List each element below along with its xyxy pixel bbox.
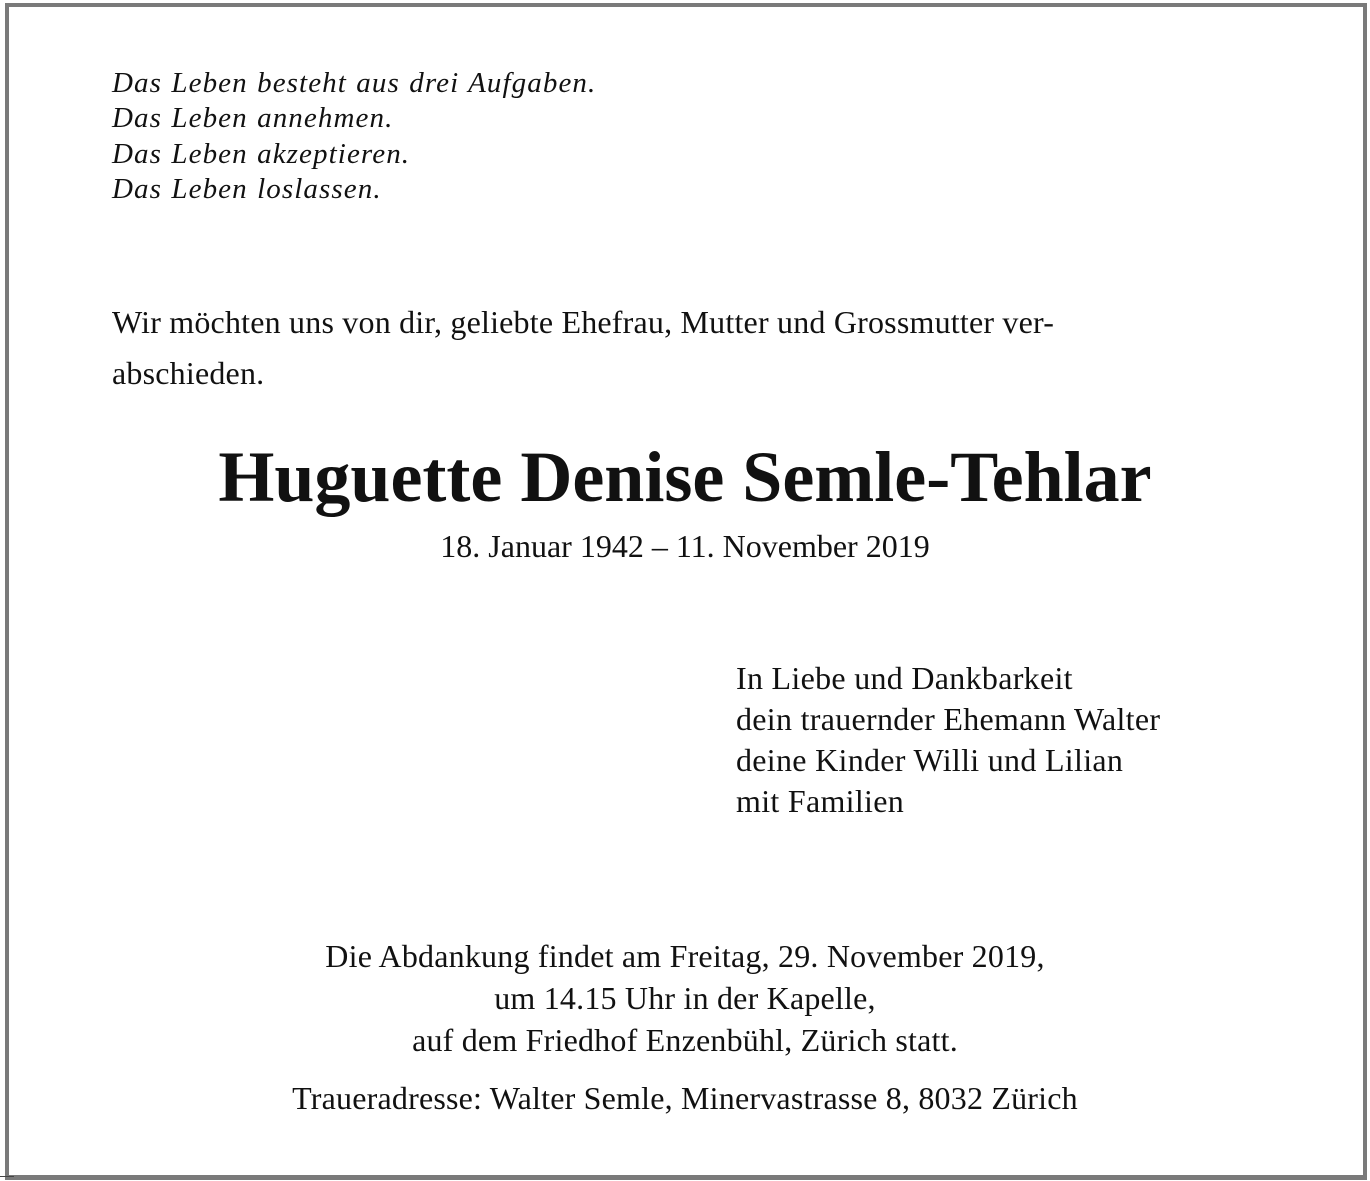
intro-line: Wir möchten uns von dir, geliebte Ehefrau, Mutter und Grossmutter ver- <box>112 304 1055 340</box>
motto-line: Das Leben annehmen. <box>112 102 394 135</box>
signoff-line: mit Familien <box>736 783 905 819</box>
motto-line: Das Leben akzeptieren. <box>112 137 411 170</box>
farewell-intro <box>112 297 1272 399</box>
life-dates: 18. Januar 1942 – 11. November 2019 <box>440 528 930 564</box>
ceremony-line: Die Abdankung findet am Freitag, 29. November 2019, <box>325 938 1045 974</box>
signoff-line: deine Kinder Willi und Lilian <box>736 742 1124 778</box>
intro-line: abschieden. <box>112 355 265 391</box>
motto-line: Das Leben loslassen. <box>112 172 382 205</box>
motto-line: Das Leben besteht aus drei Aufgaben. <box>112 67 597 99</box>
motto-verse <box>112 66 596 207</box>
bottom-rule <box>0 1176 14 1177</box>
family-signoff <box>736 658 1160 822</box>
signoff-line: dein trauernder Ehemann Walter <box>736 701 1161 737</box>
ceremony-line: auf dem Friedhof Enzenbühl, Zürich statt. <box>412 1022 958 1058</box>
deceased-name: Huguette Denise Semle-Tehlar <box>218 437 1152 517</box>
ceremony-line: um 14.15 Uhr in der Kapelle, <box>494 980 876 1016</box>
mourning-address: Traueradresse: Walter Semle, Minervastrasse 8, 8032 Zürich <box>292 1080 1078 1116</box>
signoff-line: In Liebe und Dankbarkeit <box>736 660 1073 696</box>
ceremony-info <box>0 935 1370 1061</box>
